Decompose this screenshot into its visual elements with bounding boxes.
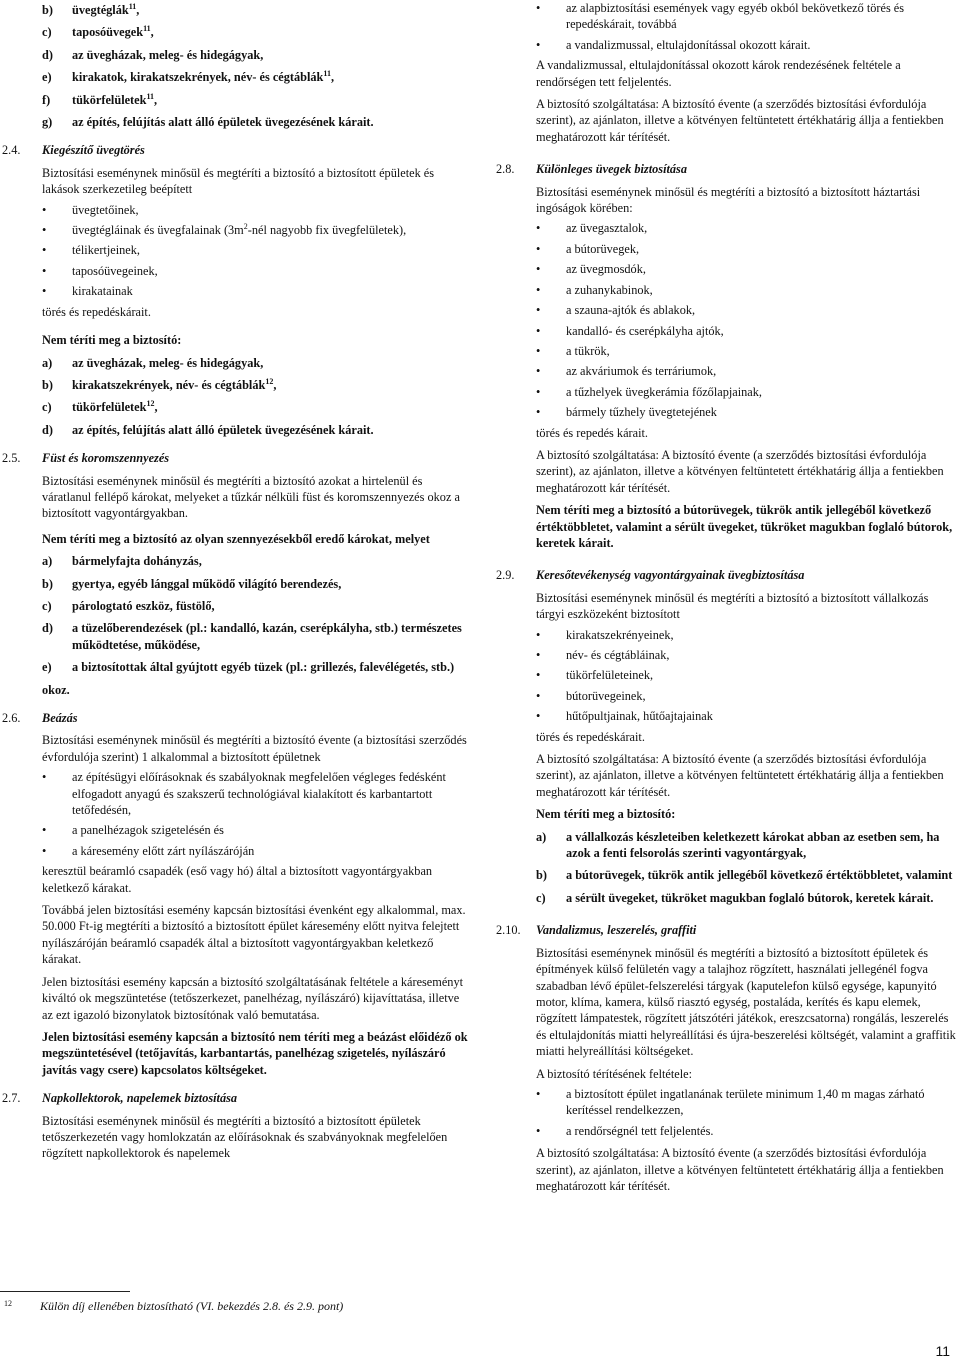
section-2-9-body: Biztosítási eseménynek minősül és megtéríti a biztosító a biztosított vállalkozás tárgyi eszközeként biztosított • kirakatszekrényeinek, • név- és cégtábláinak, • tükörfelületeinek, • bútorüvegeinek, • hűtőpultjainak, hűtőajtajainak törés és repedéskárait. A biztosító szolgáltatása: A biztosító évente (a szerződés biztosítási évfordulója szerint), az ajánlaton, illetve a kötvényen feltüntetett értékhatárig állja a fentiekben meghatározott kár térítését. Nem téríti meg a biztosító: a) a vállalkozás készleteiben keletkezett károkat abban az esetben sem, ha azok a fenti felsorolás szerinti vagyontárgyak, b) a bútorüvegek, tükrök antik jellegéből következő értéktöbbletet, valamint c) a sérült üvegeket, tükröket magukban foglaló bútorok, keretek kárait. [494,590,956,907]
list-item: • az alapbiztosítási események vagy egyéb okból bekövetkező törés és repedéskárait, továbbá [536,1,905,32]
list-item: c) párologtató eszköz, füstölő, [42,598,215,613]
list-item: • hűtőpultjainak, hűtőajtajainak [536,709,713,724]
exclusion-list [42,355,472,439]
list-item: • a panelhézagok szigetelésén és [42,823,224,838]
list-item: • az akváriumok és terráriumok, [536,364,717,379]
left-column [0,0,472,1162]
list-item: a) a vállalkozás készleteiben keletkezett károkat abban az esetben sem, ha azok a fenti felsorolás szerinti vagyontárgyak, [536,829,940,861]
glass-list-continued [0,2,472,130]
page-number: 11 [935,1343,950,1359]
list-item: c) tükörfelületek$^{12}$, [42,399,158,415]
bullet-list [42,769,472,859]
list-item: • az üvegmosdók, [536,262,646,277]
bullet-list [536,627,956,725]
list-item: d) az üvegházak, meleg- és hidegágyak, [42,47,264,62]
list-item: • tükörfelületeinek, [536,668,654,683]
exclusion-list [536,829,956,907]
list-item: c) taposóüvegek$^{11}$, [42,24,154,40]
section-2-4-heading: 2.4. Kiegészítő üvegtörés [2,143,145,158]
list-item: • taposóüvegeinek, [42,263,158,278]
list-item: d) az építés, felújítás alatt álló épületek üvegezésének kárait. [42,422,374,437]
section-2-4-body: Biztosítási eseménynek minősül és megtéríti a biztosító a biztosított épületek és lakások szerkezetileg beépített • üvegtetőinek, • üvegtégláinak és üvegfalainak ($3m^2$-nél nagyobb fix üvegfelületek), • télikertjeinek, • taposóüvegeinek, • kirakatainak törés és repedéskárait. Nem téríti meg a biztosító: a) az üvegházak, meleg- és hidegágyak, b) kirakatszekrények, név- és cégtáblák$^{12}$, c) tükörfelületek$^{12}$, d) az építés, felújítás alatt álló épületek üvegezésének kárait. [0,165,472,438]
bullet-list [42,202,472,300]
section-2-5-body: Biztosítási eseménynek minősül és megtéríti a biztosító azokat a hirtelenül és váratlanul fellépő károkat, melyeket a tűzkár nélküli füst és koromszennyezés okoz a biztosított vagyontárgyakban. Nem téríti meg a biztosító az olyan szennyezésekből eredő károkat, melyet a) bármelyfajta dohányzás, b) gyertya, egyéb lánggal működő világító berendezés, c) párologtató eszköz, füstölő, d) a tüzelőberendezések (pl.: kandalló, kazán, cserépkályha, stb.) természetes működtetése, működése, e) a biztosítottak által gyújtott egyéb tüzek (pl.: grillezés, falevélégetés, stb.) okoz. [0,473,472,698]
list-item: a) az üvegházak, meleg- és hidegágyak, [42,355,264,370]
list-item: • kirakatszekrényeinek, [536,627,674,642]
list-item: b) gyertya, egyéb lánggal működő világító berendezés, [42,576,342,591]
list-item: • a biztosított épület ingatlanának területe minimum 1,40 m magas zárható kerítéssel rendelkezzen, [536,1086,925,1118]
section-2-9-heading: 2.9. Keresőtevékenység vagyontárgyainak üvegbiztosítása [496,568,805,583]
list-item: b) kirakatszekrények, név- és cégtáblák$^{12}$, [42,376,277,392]
footnote-rule [0,1291,130,1292]
list-item: • a tűzhelyek üvegkerámia főzőlapjainak, [536,384,762,399]
section-2-7-heading: 2.7. Napkollektorok, napelemek biztosítása [2,1091,238,1106]
list-item: b) a bútorüvegek, tükrök antik jellegéből következő értéktöbbletet, valamint [536,868,953,883]
list-item: • a zuhanykabinok, [536,282,653,297]
section-2-10-heading: 2.10. Vandalizmus, leszerelés, graffiti [496,923,697,938]
list-item: a) bármelyfajta dohányzás, [42,554,202,569]
list-item: • név- és cégtábláinak, [536,648,670,662]
list-item: • az építésügyi előírásoknak és szabályoknak megfelelően végleges fedésként elfogadott anyagú és szakszerű technológiával kialakított és karbantartott tetőfedésén, [42,770,446,818]
list-item: c) a sérült üvegeket, tükröket magukban foglaló bútorok, keretek kárait. [536,890,934,905]
list-item: • üvegtégláinak és üvegfalainak ($3m^2$-nél nagyobb fix üvegfelületek), [42,221,407,238]
section-2-8-heading: 2.8. Különleges üvegek biztosítása [496,162,687,177]
bullet-list [536,1086,956,1139]
section-2-6-heading: 2.6. Beázás [2,711,78,725]
list-item: • üvegtetőinek, [42,202,139,217]
section-2-10-body: Biztosítási eseménynek minősül és megtéríti a biztosító a biztosított épületek és építmények külső felületén vagy a talajhoz rögzített, használati jellegénél fogva szabadban lévő épület-felszerelési tárgyak (kaputelefon külső egysége, kapunyitó motor, klíma, kamera, külső riasztó egység, postaláda, kerítés és kapu elemek, rögzített lámpatestek, rögzített játszótéri játékok, ereszcsatorna) rongálás, leszerelés és eltulajdonítás miatti helyreállítási és újra-beszerelési költségét, valamint a graffitik miatti helyreállítási költségeket. A biztosító térítésének feltétele: • a biztosított épület ingatlanának területe minimum 1,40 m magas zárható kerítéssel rendelkezzen, • a rendőrségnél tett feljelentés. A biztosító szolgáltatása: A biztosító évente (a szerződés biztosítási évfordulója szerint), az ajánlaton, illetve a kötvényen feltüntetett értékhatárig állja a fentiekben meghatározott kár térítését. [536,945,956,1193]
section-2-8-body: Biztosítási eseménynek minősül és megtéríti a biztosító a biztosított háztartási ingóságok körében: • az üvegasztalok, • a bútorüvegek, • az üvegmosdók, • a zuhanykabinok, • a szauna-ajtók és ablakok, • kandalló- és cserépkályha ajtók, • a tükrök, • az akváriumok és terráriumok, • a tűzhelyek üvegkerámia főzőlapjainak, • bármely tűzhely üvegtetejének törés és repedés kárait. A biztosító szolgáltatása: A biztosító évente (a szerződés biztosítási évfordulója szerint), az ajánlaton, illetve a kötvényen feltüntetett értékhatárig állja a fentiekben meghatározott kár térítését. Nem téríti meg a biztosító a bútorüvegek, tükrök antik jellegéből következő értéktöbbletet, valamint a sérült üvegeket, tükröket magukban foglaló bútorok, keretek kárait. [494,184,956,552]
footnote: 12 Külön díj ellenében biztosítható (VI. bekezdés 2.8. és 2.9. pont) [4,1299,344,1313]
list-item: e) a biztosítottak által gyújtott egyéb tüzek (pl.: grillezés, falevélégetés, stb.) [42,660,455,675]
list-item: • a káresemény előtt zárt nyílászáróján [42,843,255,858]
list-item: • a tükrök, [536,343,610,358]
section-2-6-body: Biztosítási eseménynek minősül és megtéríti a biztosító évente (a biztosítási szerződés évfordulója szerint) 1 alkalommal a biztosított épületnek • az építésügyi előírásoknak és szabályoknak megfelelően végleges fedésként elfogadott anyagú és szakszerű technológiával kialakított és karbantartott tetőfedésén, • a panelhézagok szigetelésén és • a káresemény előtt zárt nyílászáróján keresztül beáramló csapadék (eső vagy hó) által a biztosított vagyontárgyakban keletkező kárakat. Továbbá jelen biztosítási esemény kapcsán biztosítási évenként egy alkalommal, max. 50.000 Ft-ig megtéríti a biztosító a biztosított épület káresemény előtt nyitva felejtett nyílászáróján beáramló csapadék által a biztosított vagyontárgyakban keletkező kárakat. Jelen biztosítási esemény kapcsán a biztosító szolgáltatásának feltétele a káreseményt kiváltó ok megszüntetése (tetőszerkezet, panelhézag, nyílászáró) kijavíttatása, illetve az ezt igazoló bizonylatok biztosítónak való bemutatása. Jelen biztosítási esemény kapcsán a biztosító nem téríti meg a beázást előidéző ok megszüntetésével (tetőjavítás, karbantartás, panelhézag szigetelés, nyílászáró javítás vagy csere) kapcsolatos költségeket. [0,732,472,1078]
list-item: b) üvegtéglák$^{11}$, [42,1,140,17]
section-2-7-continued: • az alapbiztosítási események vagy egyéb okból bekövetkező törés és repedéskárait, továbbá • a vandalizmussal, eltulajdonítással okozott kárait. A vandalizmussal, eltulajdonítással okozott károk rendezésének feltétele a rendőrségen tett feljelentés. A biztosító szolgáltatása: A biztosító évente (a szerződés biztosítási évfordulója szerint), az ajánlaton, illetve a kötvényen feltüntetett értékhatárig állja a fentiekben meghatározott kár térítését. [494,0,956,145]
section-2-7-body: Biztosítási eseménynek minősül és megtéríti a biztosító a biztosított épületek tetőszerkezetén vagy homlokzatán az előírásoknak és szabványoknak megfelelően rögzített napkollektorok és napelemek [42,1113,448,1161]
exclusion-list [42,553,472,675]
list-item: • az üvegasztalok, [536,221,648,236]
list-item: • bármely tűzhely üvegtetejének [536,405,717,420]
right-column [494,0,956,1194]
list-item: • bútorüvegeinek, [536,688,646,703]
list-item: f) tükörfelületek$^{11}$, [42,91,158,107]
list-item: • a bútorüvegek, [536,241,640,256]
list-item: d) a tüzelőberendezések (pl.: kandalló, kazán, cserépkályha, stb.) természetes működtetése, működése, [42,621,462,652]
section-2-5-heading: 2.5. Füst és koromszennyezés [2,451,170,466]
list-item: • kandalló- és cserépkályha ajtók, [536,323,724,338]
list-item: • a szauna-ajtók és ablakok, [536,303,696,318]
bullet-list [536,220,956,420]
list-item: e) kirakatok, kirakatszekrények, név- és cégtáblák$^{11}$, [42,69,335,85]
list-item: • kirakatainak [42,284,133,299]
bullet-list [536,0,956,53]
list-item: • a vandalizmussal, eltulajdonítással okozott kárait. [536,37,811,52]
list-item: • a rendőrségnél tett feljelentés. [536,1123,714,1138]
list-item: • télikertjeinek, [42,243,140,258]
list-item: g) az építés, felújítás alatt álló épületek üvegezésének kárait. [42,115,374,130]
